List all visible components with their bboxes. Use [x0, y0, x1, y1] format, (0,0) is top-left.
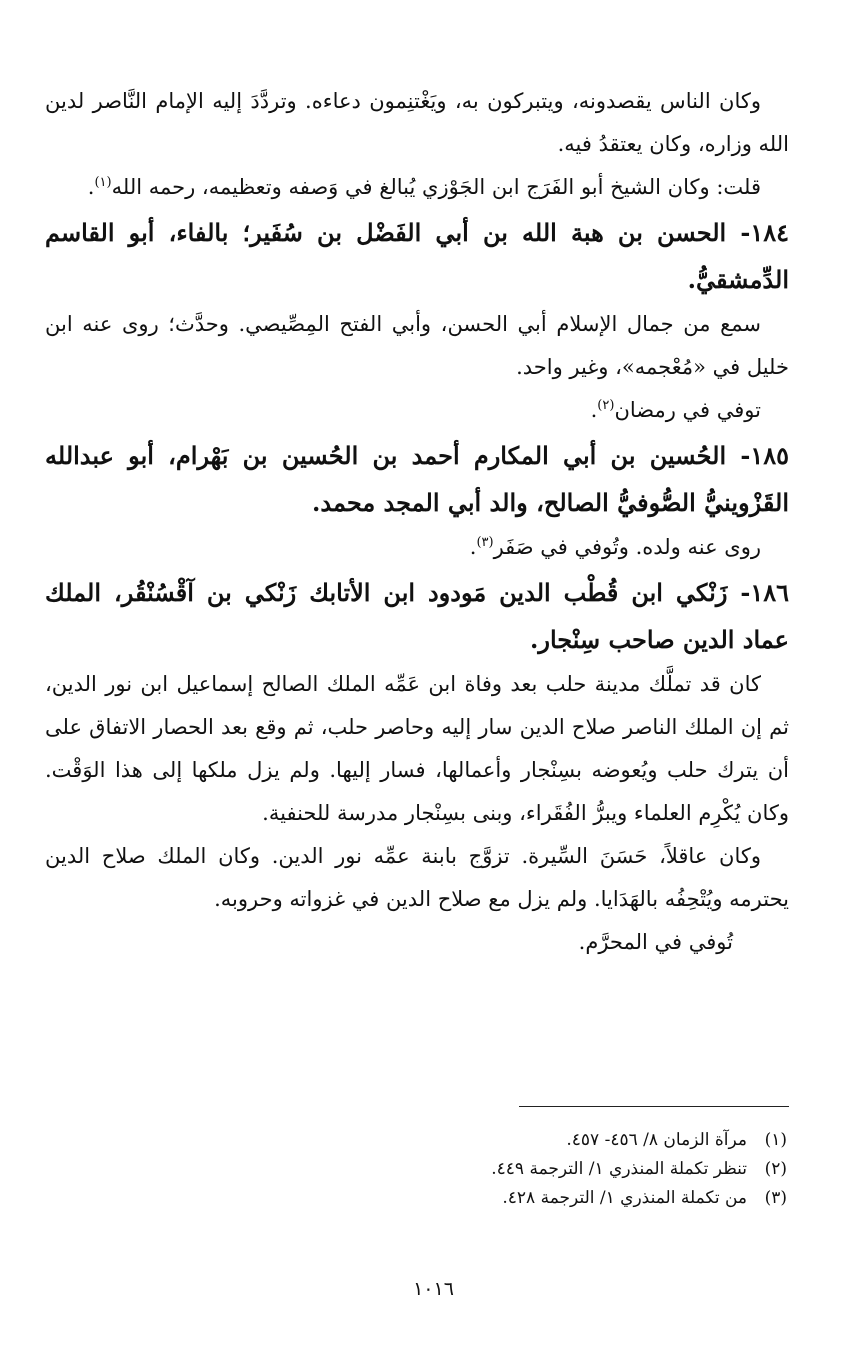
footnote-ref-2: (٢): [597, 398, 615, 413]
entry-185-body-text: روى عنه ولده. وتُوفي في صَفَر: [493, 535, 761, 559]
entry-186-para-1: كان قد تملَّك مدينة حلب بعد وفاة ابن عَمِّه الملك الصالح إسماعيل ابن نور الدين، ثم إن الملك الناصر صلاح الدين سار إليه وحاصر حلب، ثم وقع بعد الحصار الاتفاق على أن يترك حلب ويُعوضه بسِنْجار وأعمالها، فسار إليها. ولم يزل ملكها إلى هذا الوَقْت. وكان يُكْرِم العلماء ويبرُّ الفُقَراء، وبنى بسِنْجار مدرسة للحنفية.: [45, 672, 789, 825]
footnote-ref-1: (١): [94, 175, 112, 190]
footnote-divider: [519, 1106, 789, 1107]
footnote-2: [87, 1155, 787, 1184]
footnote-text: مرآة الزمان ٨/ ٤٥٦- ٤٥٧.: [566, 1130, 747, 1150]
footnote-number: (٣): [764, 1188, 787, 1208]
footnotes: [87, 1126, 787, 1213]
entry-184-body: سمع من جمال الإسلام أبي الحسن، وأبي الفتح المِصِّيصي. وحدَّث؛ روى عنه ابن خليل في «مُعْجمه»، وغير واحد.: [45, 312, 789, 379]
paragraph-intro: وكان الناس يقصدونه، ويتبركون به، ويَغْتنِمون دعاءه. وتردَّدَ إليه الإمام النَّاصر لدين الله وزاره، وكان يعتقدُ فيه.: [45, 89, 789, 156]
footnote-text: من تكملة المنذري ١/ الترجمة ٤٢٨.: [502, 1188, 747, 1208]
entry-185-body: [45, 526, 789, 569]
footnote-number: (٢): [764, 1159, 787, 1179]
entry-185-end: .: [469, 535, 477, 559]
footnote-text: تنظر تكملة المنذري ١/ الترجمة ٤٤٩.: [491, 1159, 747, 1179]
page-number: ١٠١٦: [413, 1278, 454, 1300]
paragraph-qult: قلت: وكان الشيخ أبو الفَرَج ابن الجَوْزي يُبالغ في وَصفه وتعظيمه، رحمه الله$^{(١)}$.: [87, 175, 761, 199]
footnote-1: [87, 1126, 787, 1155]
entry-184-heading: ١٨٤- الحسن بن هبة الله بن أبي الفَضْل بن سُفَير؛ بالفاء، أبو القاسم الدِّمشقيُّ.: [45, 218, 789, 294]
entry-184-death: توفي في رمضان$^{(٢)}$.: [590, 398, 761, 422]
footnote-3: [87, 1184, 787, 1213]
entry-186-para-2: وكان عاقلاً، حَسَنَ السِّيرة. تزوَّج بابنة عمِّه نور الدين. وكان الملك صلاح الدين يحترمه ويُتْحِفُه بالهَدَايا. ولم يزل مع صلاح الدين في غزواته وحروبه.: [45, 844, 789, 911]
footnote-number: (١): [764, 1130, 787, 1150]
entry-186-heading: ١٨٦- زَنْكي ابن قُطْب الدين مَودود ابن الأتابك زَنْكي بن آقْسُنْقُر، الملك عماد الدين صاحب سِنْجار.: [45, 578, 789, 654]
entry-185-heading: ١٨٥- الحُسين بن أبي المكارم أحمد بن الحُسين بن بَهْرام، أبو عبدالله القَزْوينيُّ الصُّوفيُّ الصالح، والد أبي المجد محمد.: [45, 441, 789, 517]
footnote-ref-3: (٣): [476, 535, 494, 550]
qult-text: قلت: وكان الشيخ أبو الفَرَج ابن الجَوْزي يُبالغ في وَصفه وتعظيمه، رحمه الله: [111, 175, 761, 199]
entry-186-death: تُوفي في المحرَّم.: [578, 930, 733, 954]
main-text: [45, 80, 789, 964]
entry-184-death-text: توفي في رمضان: [614, 398, 761, 422]
